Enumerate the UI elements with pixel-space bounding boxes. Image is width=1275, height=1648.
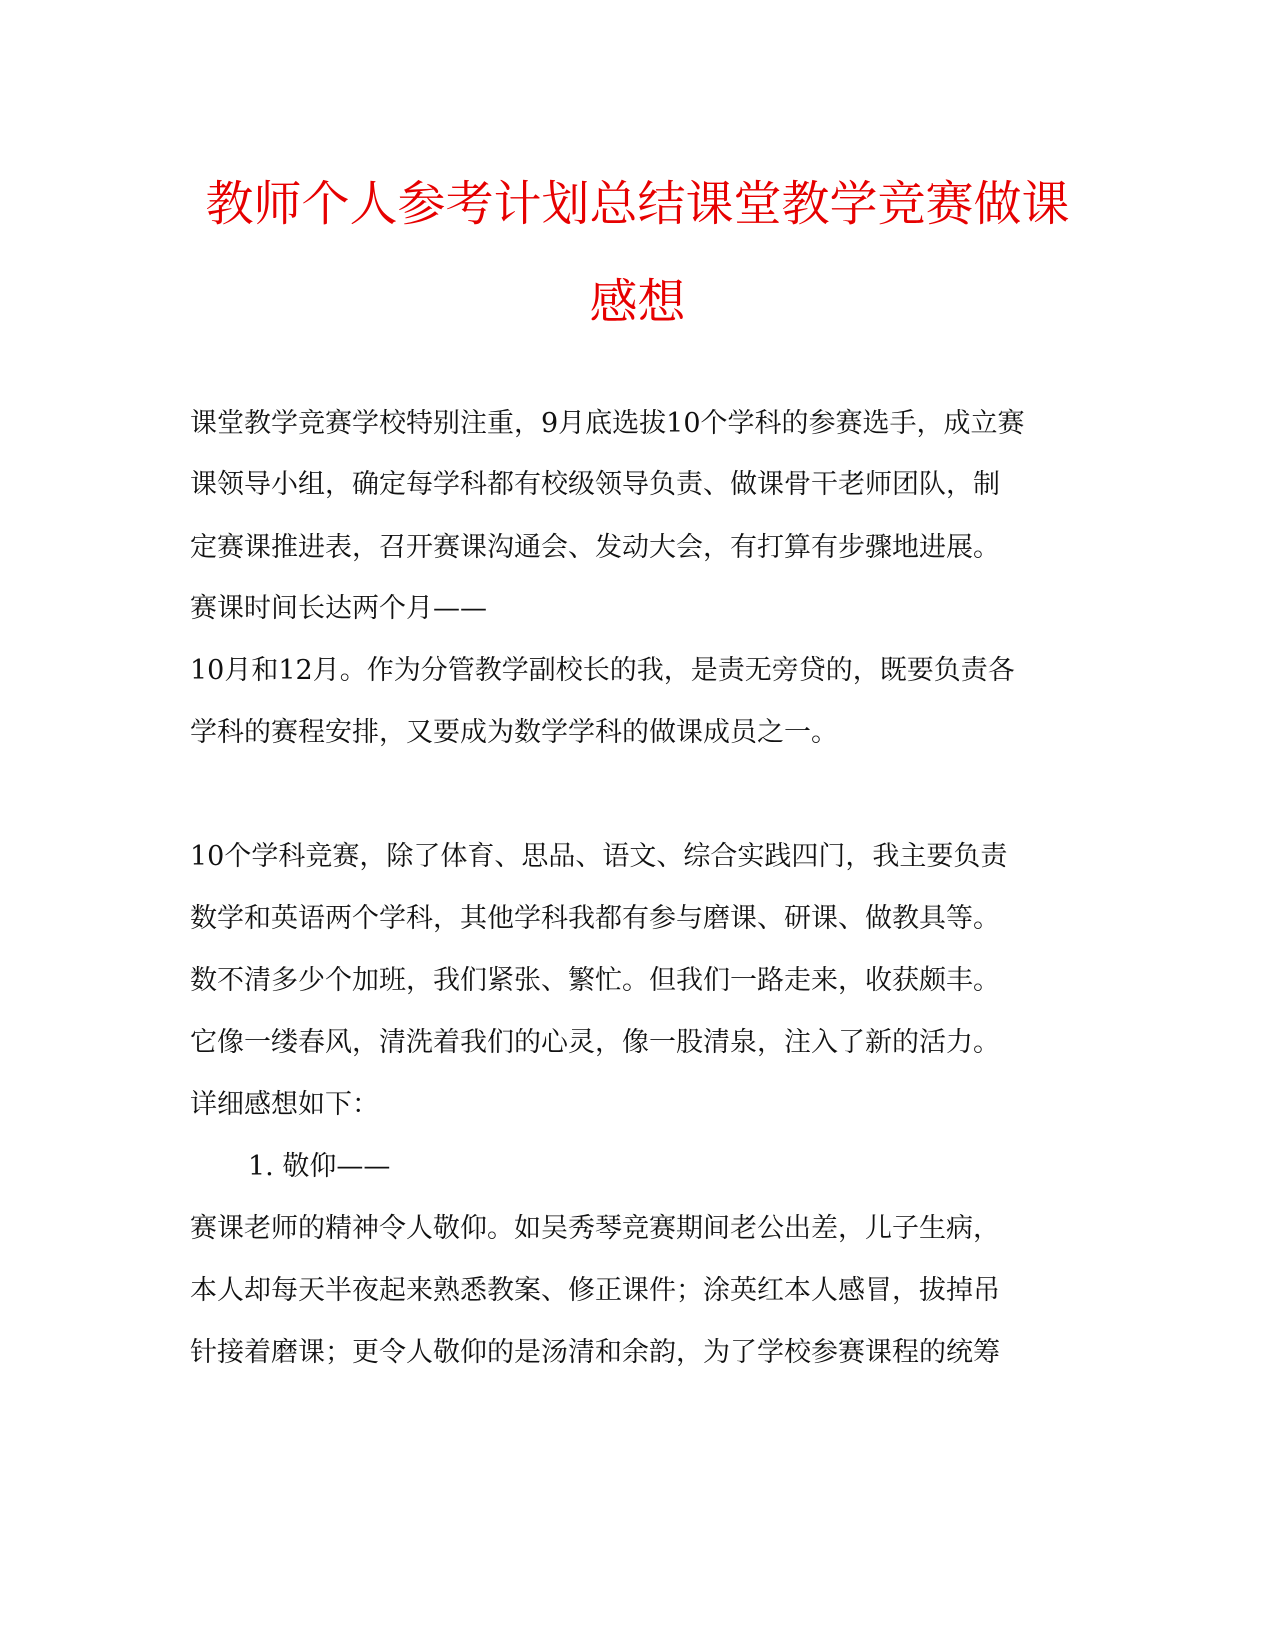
body-line-7: 10个学科竞赛，除了体育、思品、语文、综合实践四门，我主要负责 <box>190 841 1008 872</box>
body-line-6: 学科的赛程安排，又要成为数学学科的做课成员之一。 <box>190 717 838 748</box>
body-line-3: 定赛课推进表，召开赛课沟通会、发动大会，有打算有步骤地进展。 <box>190 532 1000 563</box>
body-line-2: 课领导小组，确定每学科都有校级领导负责、做课骨干老师团队，制 <box>190 469 1000 500</box>
body-line-9: 数不清多少个加班，我们紧张、繁忙。但我们一路走来，收获颇丰。 <box>190 965 1000 996</box>
body-line-15: 针接着磨课；更令人敬仰的是汤清和余韵，为了学校参赛课程的统筹 <box>190 1337 1000 1368</box>
body-line-5: 10月和12月。作为分管教学副校长的我，是责无旁贷的，既要负责各 <box>190 655 1015 686</box>
body-line-14: 本人却每天半夜起来熟悉教案、修正课件；涂英红本人感冒，拔掉吊 <box>190 1275 1000 1306</box>
body-line-11: 详细感想如下： <box>190 1089 379 1120</box>
body-line-1: 课堂教学竞赛学校特别注重，9月底选拔10个学科的参赛选手，成立赛 <box>190 408 1025 439</box>
document-title-line-2: 感想 <box>589 274 686 330</box>
body-line-13: 赛课老师的精神令人敬仰。如吴秀琴竞赛期间老公出差，儿子生病， <box>190 1213 1000 1244</box>
body-line-10: 它像一缕春风，清洗着我们的心灵，像一股清泉，注入了新的活力。 <box>190 1027 1000 1058</box>
list-item-heading: 1. 敬仰—— <box>248 1151 391 1182</box>
body-line-8: 数学和英语两个学科，其他学科我都有参与磨课、研课、做教具等。 <box>190 903 1000 934</box>
document-title-line-1: 教师个人参考计划总结课堂教学竞赛做课 <box>205 176 1070 232</box>
body-line-4: 赛课时间长达两个月—— <box>190 593 487 624</box>
